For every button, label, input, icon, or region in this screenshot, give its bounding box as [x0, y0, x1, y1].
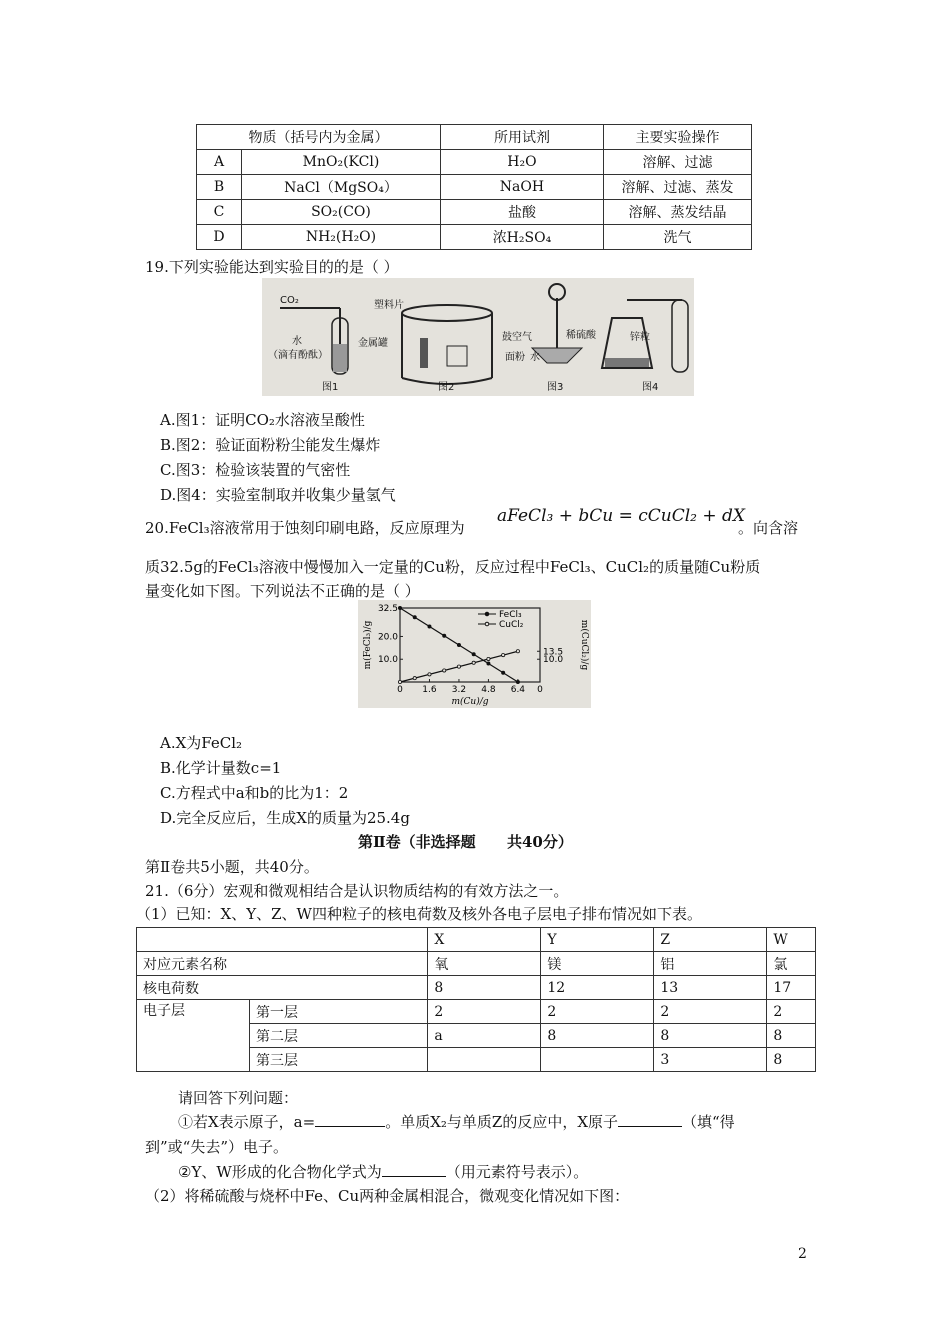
data-point	[487, 657, 490, 660]
data-point	[428, 673, 431, 676]
data-point	[398, 680, 401, 683]
fig-caption: 图3	[547, 382, 564, 393]
fig-label: 塑料片	[374, 300, 404, 311]
data-point	[413, 677, 416, 680]
table-row: 第二层 a 8 8 8	[137, 1024, 816, 1048]
apparatus-illustration	[262, 278, 694, 396]
q21-sub2: ②Y、W形成的化合物化学式为 （用元素符号表示）。	[178, 1163, 589, 1181]
option: C.图3：检验该装置的气密性	[160, 461, 351, 479]
data-point	[472, 653, 475, 656]
fig-label: CO₂	[280, 295, 299, 306]
fig-label: 锌粒	[630, 332, 650, 343]
data-point	[516, 680, 519, 683]
answer-blank[interactable]	[315, 1126, 385, 1127]
q21-stem: 21.（6分）宏观和微观相结合是认识物质结构的有效方法之一。	[145, 882, 569, 900]
legend-label: CuCl₂	[499, 620, 524, 630]
data-point	[502, 654, 505, 657]
y2-axis-label: m(CuCl₂)/g	[579, 619, 589, 671]
fig-caption: 图4	[642, 382, 659, 393]
data-point	[487, 662, 490, 665]
part2-title: 第Ⅱ卷（非选择题 共40分）	[358, 833, 573, 851]
data-point	[516, 650, 519, 653]
legend-label: FeCl₃	[499, 610, 522, 620]
table-row: 电子层 第一层 2 2 2 2	[137, 1000, 816, 1024]
option: B.化学计量数c=1	[160, 759, 282, 777]
fig-label: 金属罐	[358, 338, 388, 349]
answer-blank[interactable]	[618, 1126, 682, 1127]
table-header: 所用试剂	[440, 125, 603, 150]
mass-chart-svg	[358, 600, 591, 708]
table-row: 核电荷数 8 12 13 17	[137, 976, 816, 1000]
fig-label: （滴有酚酞）	[268, 350, 328, 361]
x-tick-label: 3.2	[451, 685, 467, 695]
data-point	[472, 661, 475, 664]
table-row: X Y Z W	[137, 928, 816, 952]
y-tick-label: 10.0	[377, 655, 398, 666]
part2-intro: 第Ⅱ卷共5小题，共40分。	[145, 858, 319, 876]
option: A.X为FeCl₂	[160, 734, 243, 752]
fig-label: 面粉	[505, 352, 525, 363]
table-header: 主要实验操作	[603, 125, 751, 150]
data-point	[428, 625, 431, 628]
option: A.图1：证明CO₂水溶液呈酸性	[160, 411, 365, 429]
q21-2-stem: （2）将稀硫酸与烧杯中Fe、Cu两种金属相混合，微观变化情况如下图：	[145, 1187, 630, 1205]
q19-options	[160, 408, 396, 508]
q20-stem-tail: 。向含溶	[738, 519, 799, 537]
option: D.图4：实验室制取并收集少量氢气	[160, 486, 396, 504]
table-header: 物质（括号内为金属）	[197, 125, 441, 150]
q21-1-stem: （1）已知：X、Y、Z、W四种粒子的核电荷数及核外各电子层电子排布情况如下表。	[136, 905, 702, 923]
q19-stem: 19.下列实验能达到实验目的的是（ ）	[145, 258, 399, 276]
data-point	[398, 606, 401, 609]
option: D.完全反应后，生成X的质量为25.4g	[160, 809, 410, 827]
x-axis-label: m(Cu)/g	[451, 697, 489, 707]
table-row: 对应元素名称 氧 镁 铝 氯	[137, 952, 816, 976]
legend-marker	[485, 622, 489, 626]
q19-figure	[262, 278, 694, 396]
x-tick-label: 1.6	[422, 685, 437, 695]
data-point	[413, 616, 416, 619]
y-tick-label: 20.0	[377, 632, 398, 643]
answer-blank[interactable]	[382, 1176, 446, 1177]
table-row: A MnO₂(KCl) H₂O 溶解、过滤	[197, 150, 752, 175]
y2-tick-label: 13.5	[543, 647, 564, 658]
x-tick-label: 6.4	[510, 685, 526, 695]
q20-chart	[358, 600, 591, 708]
data-point	[443, 634, 446, 637]
q21-ask: 请回答下列问题：	[178, 1089, 299, 1107]
table-row: C SO₂(CO) 盐酸 溶解、蒸发结晶	[197, 200, 752, 225]
q18-table	[196, 124, 752, 250]
q20-options	[160, 731, 410, 831]
fig-label: 稀硫酸	[566, 330, 596, 341]
x-tick-label: 4.8	[481, 685, 496, 695]
legend-marker	[485, 612, 489, 616]
x-tick-label: 0	[537, 685, 543, 695]
data-point	[443, 669, 446, 672]
data-point	[502, 671, 505, 674]
fig-label: 鼓空气	[502, 332, 532, 343]
fig-caption: 图1	[322, 382, 339, 393]
q21-sub1: ①若X表示原子，a= 。单质X₂与单质Z的反应中，X原子 （填“得	[178, 1113, 735, 1131]
q21-sub1-cont: 到”或“失去”）电子。	[145, 1138, 289, 1156]
page-number: 2	[798, 1246, 807, 1262]
y-tick-label: 32.5	[377, 604, 398, 614]
option: C.方程式中a和b的比为1：2	[160, 784, 349, 802]
y-axis-label: m(FeCl₃)/g	[363, 620, 373, 670]
y2-tick-label: 10.0	[543, 655, 564, 666]
data-point	[457, 643, 460, 646]
table-row: 第三层 3 8	[137, 1048, 816, 1072]
fig-label: 水	[292, 336, 302, 347]
fig-caption: 图2	[438, 382, 455, 393]
x-tick-label: 0	[397, 685, 403, 695]
table-row: B NaCl（MgSO₄） NaOH 溶解、过滤、蒸发	[197, 175, 752, 200]
q20-equation: aFeCl₃ + bCu = cCuCl₂ + dX	[497, 506, 746, 526]
q20-stem-line1: 20.FeCl₃溶液常用于蚀刻印刷电路，反应原理为	[145, 519, 465, 537]
fig-label: 水	[530, 352, 540, 363]
q20-stem-line3: 量变化如下图。下列说法不正确的是（ ）	[145, 582, 420, 600]
option: B.图2：验证面粉粉尘能发生爆炸	[160, 436, 381, 454]
q21-table	[136, 927, 816, 1072]
data-point	[457, 665, 460, 668]
table-row: D NH₂(H₂O) 浓H₂SO₄ 洗气	[197, 225, 752, 250]
q20-stem-line2: 质32.5g的FeCl₃溶液中慢慢加入一定量的Cu粉，反应过程中FeCl₃、CuCl₂的质量随Cu粉质	[145, 558, 761, 576]
